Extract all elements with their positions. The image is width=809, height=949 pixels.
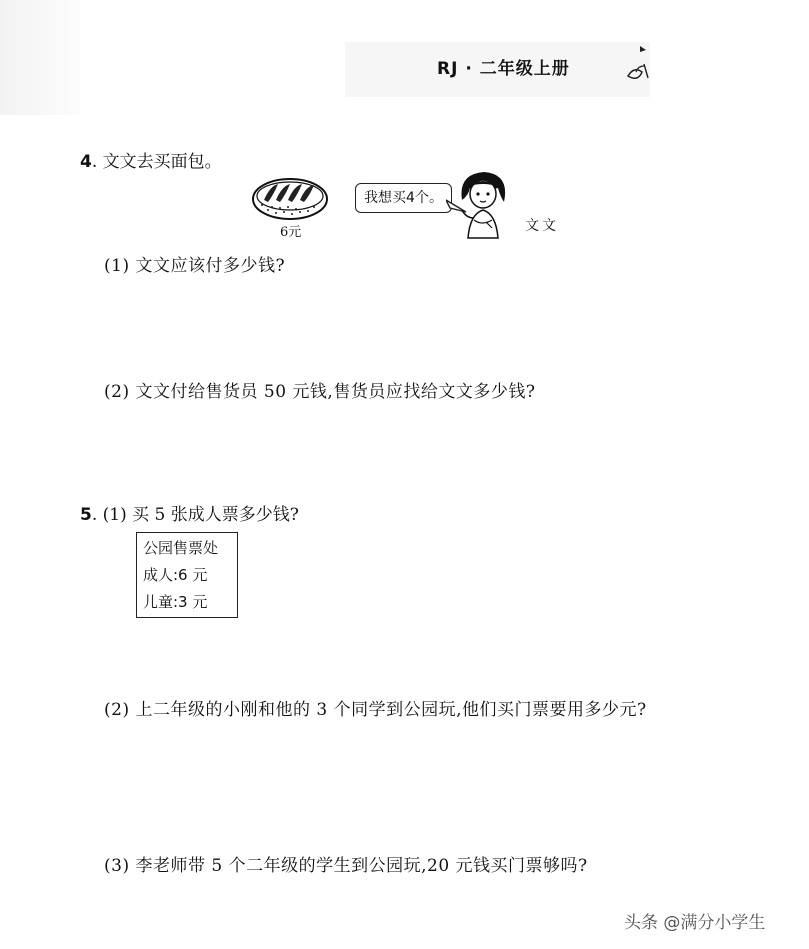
page-shade [0,0,80,115]
ticket-price-child: 儿童:3 元 [143,593,208,611]
ticket-price-adult: 成人:6 元 [143,566,208,584]
question-5-part-2: (2) 上二年级的小刚和他的 3 个同学到公园玩,他们买门票要用多少元? [104,700,647,720]
bread-price: 6元 [280,225,302,240]
page-header: RJ · 二年级上册 [437,59,570,79]
question-4-part-1: (1) 文文应该付多少钱? [104,256,286,276]
girl-name-label: 文文 [525,218,559,234]
watermark: 头条 @满分小学生 [624,913,766,933]
question-4-number: 4 [80,152,92,172]
ticket-office-heading: 公园售票处 [143,539,219,557]
question-4-text: . 文文去买面包。 [91,152,222,172]
girl-wenwen-image [448,170,520,240]
question-5-title [80,500,299,525]
question-5-part-1: . (1) 买 5 张成人票多少钱? [91,505,299,525]
speech-bubble: 我想买4个。 [355,183,452,213]
corner-flower-icon [620,42,654,90]
question-5-number: 5 [80,505,92,525]
question-4-title [80,147,222,172]
question-4-part-2: (2) 文文付给售货员 50 元钱,售货员应找给文文多少钱? [104,382,536,402]
ticket-office-sign [136,532,238,618]
bread-image [250,176,330,222]
question-5-part-3: (3) 李老师带 5 个二年级的学生到公园玩,20 元钱买门票够吗? [104,856,588,876]
